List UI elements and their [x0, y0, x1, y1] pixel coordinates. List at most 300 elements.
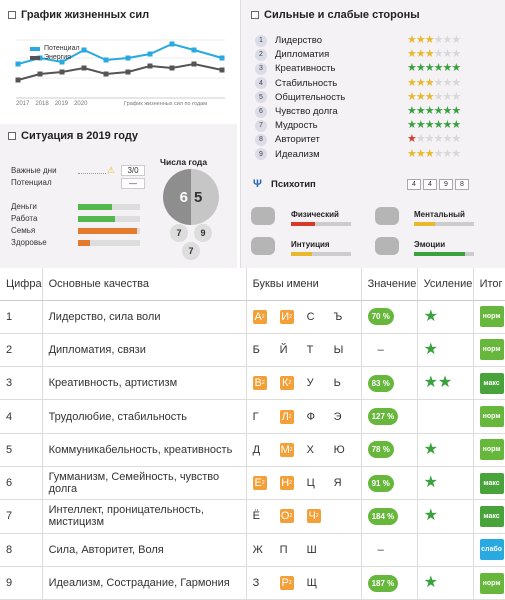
boost-cell — [417, 466, 473, 499]
strengths-title: Сильные и слабые стороны — [251, 9, 420, 21]
potential-point — [126, 56, 131, 61]
star-empty-icon: ★ — [442, 147, 452, 160]
situation-bar-label: Здоровье — [11, 238, 47, 247]
type-bar-fill — [291, 222, 315, 226]
letters-cell — [246, 300, 361, 333]
psychotype-digit: 4 — [423, 179, 437, 190]
star-filled-icon: ★ — [407, 76, 416, 89]
life-chart-caption: График жизненных сил по годам — [124, 101, 207, 107]
star-filled-icon: ★ — [451, 105, 461, 117]
situation-bar-fill — [78, 204, 112, 210]
table-row — [0, 433, 505, 466]
result-badge: норм — [480, 306, 504, 327]
value-cell — [361, 533, 417, 566]
value-badge: 184 % — [368, 508, 399, 525]
letter: Д — [252, 443, 261, 456]
energy-point — [38, 72, 43, 77]
star-filled-icon: ★ — [407, 48, 416, 61]
warning-icon: ⚠ — [107, 165, 116, 175]
table-row — [0, 333, 505, 366]
strength-item — [255, 148, 320, 161]
star-empty-icon: ★ — [433, 48, 443, 61]
strength-item — [255, 105, 338, 118]
energy-point — [148, 64, 153, 69]
value-badge: – — [377, 343, 384, 356]
result-badge: норм — [480, 439, 504, 460]
strength-number: 1 — [255, 35, 267, 47]
important-days-value: 3/0 — [121, 165, 145, 176]
situation-panel — [0, 124, 237, 268]
result-badge: слабо — [480, 539, 504, 560]
star-empty-icon: ★ — [451, 34, 461, 46]
boost-cell — [417, 433, 473, 466]
digit-cell: 5 — [0, 433, 42, 466]
square-icon — [8, 11, 16, 19]
letter-badge: А 2 — [254, 310, 265, 323]
digit-cell: 8 — [0, 533, 42, 566]
star-empty-icon: ★ — [442, 90, 452, 103]
letters-cell — [246, 500, 361, 533]
letters-cell — [246, 466, 361, 499]
strength-item — [255, 91, 345, 104]
strength-number: 8 — [255, 134, 267, 146]
letter: Э — [333, 410, 342, 423]
letters-cell — [246, 400, 361, 433]
star-filled-icon: ★ — [442, 105, 452, 117]
letter: Ь — [333, 377, 341, 390]
star-filled-icon: ★ — [451, 119, 461, 132]
result-badge: макс — [480, 373, 504, 394]
year-numbers-title: Числа года — [160, 157, 208, 167]
result-badge: норм — [480, 406, 504, 427]
year-number-big: 5 — [194, 188, 203, 206]
result-cell — [473, 367, 505, 400]
boost-cell — [417, 400, 473, 433]
header-digit: Цифра — [0, 268, 42, 300]
qualities-table — [0, 268, 505, 600]
letters-cell — [246, 533, 361, 566]
letter-badge: Р 2 — [281, 577, 292, 590]
situation-bar — [78, 240, 140, 246]
potential-point — [148, 52, 153, 57]
year-number-big: 6 — [179, 188, 188, 206]
potential-label: Потенциал — [11, 178, 52, 187]
star-empty-icon: ★ — [451, 90, 461, 103]
letter: З — [252, 577, 260, 590]
result-cell — [473, 433, 505, 466]
strength-label: Лидерство — [275, 35, 322, 46]
situation-bar — [78, 204, 140, 210]
year-numbers-big-circle — [163, 169, 219, 225]
situation-bar-label: Семья — [11, 226, 36, 235]
star-rating — [407, 119, 460, 132]
star-rating — [407, 148, 460, 161]
letter: Я — [333, 477, 342, 490]
star-empty-icon: ★ — [433, 133, 443, 146]
star-empty-icon: ★ — [442, 48, 452, 61]
type-bar-fill — [414, 252, 465, 256]
table-row — [0, 400, 505, 433]
star-empty-icon: ★ — [433, 147, 443, 160]
strength-label: Чувство долга — [275, 106, 338, 117]
type-bar-mental — [414, 222, 474, 226]
star-filled-icon: ★ — [433, 62, 443, 75]
strengths-panel — [240, 0, 505, 268]
value-cell — [361, 367, 417, 400]
letters-cell — [246, 367, 361, 400]
star-filled-icon: ★ — [424, 48, 434, 61]
star-filled-icon: ★ — [451, 62, 461, 75]
strength-number: 6 — [255, 106, 267, 118]
header-result: Итог — [473, 268, 505, 300]
letter: С — [306, 310, 315, 323]
value-cell — [361, 433, 417, 466]
type-bar-fill — [414, 222, 435, 226]
star-filled-icon: ★ — [415, 76, 425, 89]
boost-star-icon: ★ — [423, 307, 438, 325]
result-badge: норм — [480, 573, 504, 594]
quality-cell: Лидерство, сила воли — [42, 300, 246, 333]
type-label-mental: Ментальный — [414, 210, 465, 219]
star-rating — [407, 105, 460, 118]
legend-swatch — [30, 56, 40, 60]
legend-item: Потенциал — [30, 44, 80, 53]
year-tick: 2018 — [35, 101, 49, 107]
quality-cell: Креативность, артистизм — [42, 367, 246, 400]
star-rating — [407, 48, 460, 61]
boost-cell — [417, 500, 473, 533]
header-letters: Буквы имени — [246, 268, 361, 300]
star-filled-icon: ★ — [415, 62, 425, 75]
quality-cell: Трудолюбие, стабильность — [42, 400, 246, 433]
strength-item — [255, 133, 320, 146]
header-qualities: Основные качества — [42, 268, 246, 300]
psychotype-digit: 8 — [455, 179, 469, 190]
potential-point — [16, 62, 21, 67]
year-tick: 2020 — [74, 101, 88, 107]
energy-point — [220, 68, 225, 73]
letter: У — [306, 377, 314, 390]
star-filled-icon: ★ — [442, 62, 452, 75]
star-empty-icon: ★ — [451, 147, 461, 160]
star-filled-icon: ★ — [415, 105, 425, 117]
table-header-row — [0, 268, 505, 300]
year-tick: 2017 — [16, 101, 30, 107]
psychotype-digit: 4 — [407, 179, 421, 190]
situation-bar-label: Работа — [11, 214, 38, 223]
life-chart-title: График жизненных сил — [8, 9, 149, 21]
star-rating — [407, 34, 460, 47]
boost-star-icon: ★ — [423, 474, 438, 492]
value-badge: 70 % — [368, 308, 394, 325]
situation-bar-fill — [78, 240, 90, 246]
strength-number: 7 — [255, 120, 267, 132]
star-rating — [407, 62, 460, 75]
dotted-leader — [78, 173, 106, 174]
type-label-intuition: Интуиция — [291, 240, 330, 249]
type-label-physical: Физический — [291, 210, 339, 219]
strength-label: Авторитет — [275, 134, 320, 146]
star-filled-icon: ★ — [415, 34, 425, 46]
value-cell — [361, 466, 417, 499]
situation-bar-fill — [78, 228, 137, 234]
energy-point — [170, 66, 175, 71]
digit-cell: 2 — [0, 333, 42, 366]
situation-title: Ситуация в 2019 году — [8, 130, 138, 142]
star-filled-icon: ★ — [433, 105, 443, 117]
square-icon — [251, 11, 259, 19]
digit-cell: 1 — [0, 300, 42, 333]
digit-cell: 7 — [0, 500, 42, 533]
square-icon — [8, 132, 16, 140]
strength-item — [255, 62, 335, 75]
letter-badge: О 2 — [280, 510, 293, 523]
quality-cell: Гумманизм, Семейность, чувство долга — [42, 466, 246, 499]
letter: Ф — [306, 410, 315, 423]
important-days-label: Важные дни — [11, 166, 57, 175]
star-filled-icon: ★ — [424, 105, 434, 117]
result-cell — [473, 400, 505, 433]
star-empty-icon: ★ — [442, 76, 452, 89]
letters-cell — [246, 433, 361, 466]
strength-number: 4 — [255, 77, 267, 89]
quality-cell: Сила, Авторитет, Воля — [42, 533, 246, 566]
star-filled-icon: ★ — [442, 119, 452, 132]
star-rating — [407, 133, 460, 146]
star-filled-icon: ★ — [407, 119, 416, 132]
year-number-small: 7 — [170, 224, 188, 242]
result-cell — [473, 333, 505, 366]
digit-cell: 6 — [0, 466, 42, 499]
star-empty-icon: ★ — [433, 34, 443, 46]
header-boost: Усиление — [417, 268, 473, 300]
star-empty-icon: ★ — [451, 133, 461, 146]
letter: Ъ — [333, 310, 343, 323]
strength-number: 9 — [255, 148, 267, 160]
life-chart-panel — [0, 0, 237, 124]
letter: Ш — [306, 543, 317, 556]
quality-cell: Коммуникабельность, креативность — [42, 433, 246, 466]
strength-item — [255, 119, 318, 132]
eye-icon — [251, 237, 275, 255]
letter: Ю — [333, 443, 345, 456]
situation-bar — [78, 216, 140, 222]
letters-cell — [246, 566, 361, 599]
result-cell — [473, 466, 505, 499]
star-filled-icon: ★ — [424, 76, 434, 89]
energy-point — [126, 70, 131, 75]
value-badge: 127 % — [368, 408, 399, 425]
letter: Щ — [306, 577, 317, 590]
star-empty-icon: ★ — [442, 34, 452, 46]
strength-item — [255, 77, 337, 90]
star-empty-icon: ★ — [433, 90, 443, 103]
energy-point — [192, 62, 197, 67]
star-empty-icon: ★ — [442, 133, 452, 146]
star-filled-icon: ★ — [424, 34, 434, 46]
value-badge: 78 % — [368, 441, 394, 458]
letter: Г — [252, 410, 259, 423]
star-filled-icon: ★ — [407, 34, 416, 46]
letter-badge: М 2 — [280, 443, 293, 456]
star-filled-icon: ★ — [424, 147, 434, 160]
letter-badge: Е 2 — [254, 477, 265, 490]
year-number-small: 7 — [182, 242, 200, 260]
letter-badge: И 2 — [281, 310, 292, 323]
letter-badge: Л 2 — [281, 410, 292, 423]
result-badge: норм — [480, 339, 504, 360]
star-filled-icon: ★ — [407, 90, 416, 103]
strength-label: Общительность — [275, 91, 346, 103]
star-empty-icon: ★ — [451, 48, 461, 61]
letter-badge: В 2 — [254, 377, 265, 390]
legend-item: Энергия — [30, 53, 80, 62]
strength-label: Идеализм — [275, 148, 320, 160]
psychotype-digits — [407, 179, 471, 190]
table-row — [0, 300, 505, 333]
potential-value: — — [121, 178, 145, 189]
strength-label: Стабильность — [275, 77, 338, 89]
star-filled-icon: ★ — [415, 90, 425, 103]
psychotype-digit: 9 — [439, 179, 453, 190]
header-value: Значение — [361, 268, 417, 300]
type-bar-emotions — [414, 252, 474, 256]
value-badge: 83 % — [368, 375, 394, 392]
digit-cell: 3 — [0, 367, 42, 400]
potential-point — [104, 58, 109, 63]
value-badge: 91 % — [368, 475, 394, 492]
type-bar-physical — [291, 222, 351, 226]
boost-star-icon: ★ — [423, 340, 438, 358]
boost-cell — [417, 367, 473, 400]
letters-cell — [246, 333, 361, 366]
star-rating — [407, 91, 460, 104]
star-filled-icon: ★ — [407, 62, 416, 75]
letter: Т — [306, 343, 314, 356]
digit-cell: 9 — [0, 566, 42, 599]
table-row — [0, 500, 505, 533]
quality-cell: Интеллект, проницательность, мистицизм — [42, 500, 246, 533]
strength-number: 3 — [255, 63, 267, 75]
letter: Ж — [252, 543, 263, 556]
type-label-emotions: Эмоции — [414, 240, 446, 249]
theater-masks-icon — [375, 237, 399, 255]
value-cell — [361, 300, 417, 333]
letter: Й — [279, 343, 288, 356]
strength-label: Мудрость — [275, 120, 318, 132]
star-empty-icon: ★ — [415, 133, 425, 146]
mental-head-icon — [375, 207, 399, 225]
boost-cell — [417, 300, 473, 333]
potential-point — [220, 56, 225, 61]
letter-badge: Ч 2 — [308, 510, 319, 523]
situation-bar-label: Деньги — [11, 202, 37, 211]
type-bar-intuition — [291, 252, 351, 256]
value-badge: 187 % — [368, 575, 399, 592]
letter-badge: К 2 — [280, 376, 294, 390]
table-row — [0, 466, 505, 499]
strength-item — [255, 48, 329, 61]
star-filled-icon: ★ — [415, 147, 425, 160]
psi-icon: Ψ — [253, 178, 262, 190]
boost-star-icon: ★★ — [423, 374, 453, 392]
strength-number: 2 — [255, 49, 267, 61]
result-cell — [473, 566, 505, 599]
result-cell — [473, 500, 505, 533]
potential-point — [82, 48, 87, 53]
star-empty-icon: ★ — [424, 133, 434, 146]
letter: П — [279, 543, 288, 556]
quality-cell: Идеализм, Сострадание, Гармония — [42, 566, 246, 599]
energy-point — [16, 78, 21, 83]
star-filled-icon: ★ — [424, 119, 434, 132]
star-filled-icon: ★ — [407, 147, 416, 160]
star-filled-icon: ★ — [407, 133, 416, 146]
table-row — [0, 566, 505, 599]
life-chart-legend — [30, 44, 80, 62]
boost-cell — [417, 533, 473, 566]
year-number-small: 9 — [194, 224, 212, 242]
result-cell — [473, 300, 505, 333]
star-empty-icon: ★ — [451, 76, 461, 89]
value-cell — [361, 566, 417, 599]
situation-bar-fill — [78, 216, 115, 222]
energy-point — [60, 70, 65, 75]
energy-point — [82, 66, 87, 71]
star-filled-icon: ★ — [424, 62, 434, 75]
year-ticks — [16, 101, 87, 107]
boost-star-icon: ★ — [423, 574, 438, 592]
star-filled-icon: ★ — [415, 48, 425, 61]
letter: Х — [306, 443, 314, 456]
boost-star-icon: ★ — [423, 507, 438, 525]
potential-point — [192, 48, 197, 53]
boost-cell — [417, 333, 473, 366]
letter-badge: Н 2 — [281, 477, 292, 490]
star-empty-icon: ★ — [433, 76, 443, 89]
boost-star-icon: ★ — [423, 440, 438, 458]
year-tick: 2019 — [54, 101, 69, 107]
star-rating — [407, 77, 460, 90]
energy-point — [104, 72, 109, 77]
value-badge: – — [377, 543, 384, 556]
legend-swatch — [30, 47, 40, 51]
value-cell — [361, 333, 417, 366]
psychotype-title: Психотип — [271, 179, 316, 190]
result-cell — [473, 533, 505, 566]
letter: Ё — [252, 510, 260, 523]
star-filled-icon: ★ — [415, 119, 425, 132]
value-cell — [361, 500, 417, 533]
star-filled-icon: ★ — [407, 105, 416, 117]
strength-number: 5 — [255, 91, 267, 103]
result-badge: макс — [480, 473, 504, 494]
letter: Ы — [333, 343, 344, 356]
letter: Ц — [306, 477, 315, 490]
situation-bar — [78, 228, 140, 234]
boost-cell — [417, 566, 473, 599]
quality-cell: Дипломатия, связи — [42, 333, 246, 366]
result-badge: макс — [480, 506, 504, 527]
strength-item — [255, 34, 322, 47]
table-row — [0, 533, 505, 566]
strength-label: Креативность — [275, 63, 336, 75]
star-filled-icon: ★ — [424, 90, 434, 103]
potential-point — [170, 42, 175, 47]
physical-mask-icon — [251, 207, 275, 225]
strength-label: Дипломатия — [275, 49, 330, 61]
value-cell — [361, 400, 417, 433]
